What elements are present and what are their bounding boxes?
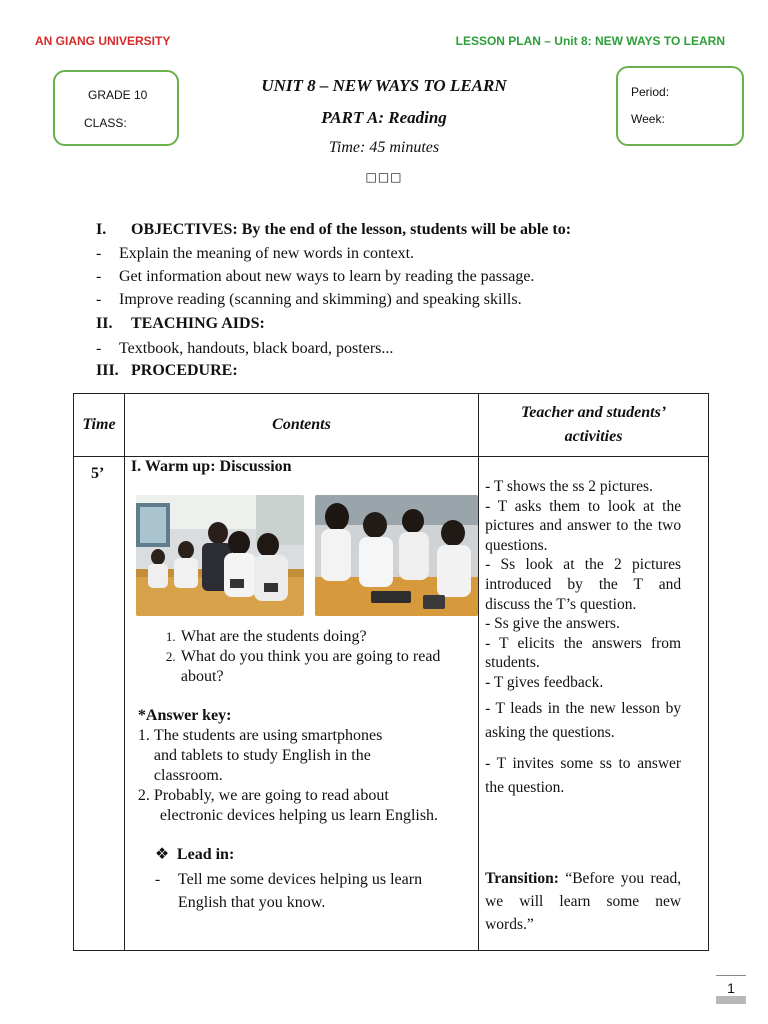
- classroom-photo-1: [136, 495, 304, 616]
- activity-item: - Ss give the answers.: [485, 615, 620, 633]
- contents-column-header: Contents: [124, 394, 478, 457]
- teaching-aids-heading: II. TEACHING AIDS:: [96, 315, 265, 332]
- time-value: 5’: [91, 465, 105, 482]
- grade-label: GRADE 10: [88, 88, 148, 102]
- lead-in-heading: ❖ Lead in:: [154, 844, 235, 863]
- contents-cell: [124, 457, 478, 951]
- question-item: 2. What do you think you are going to read: [165, 648, 441, 665]
- procedure-heading: III. PROCEDURE:: [96, 362, 238, 379]
- time-cell: [74, 457, 125, 951]
- answer-key-label: *Answer key:: [137, 707, 232, 724]
- activity-list: [485, 477, 681, 693]
- header-university: AN GIANG UNIVERSITY: [35, 34, 171, 48]
- objectives-heading: I. OBJECTIVES: By the end of the lesson, students will be able to:: [96, 221, 572, 238]
- classroom-photo-2: [315, 495, 478, 616]
- activity-item: - T asks them to look at the pictures and answer to the two questions.: [485, 497, 682, 554]
- transition-text: Transition: “Before you read, we will learn some new words.”: [485, 870, 682, 933]
- class-label: CLASS:: [84, 116, 127, 130]
- ornament-glyphs: □□□: [365, 170, 403, 184]
- answer-item: 2. Probably, we are going to read about electronic devices helping us learn English.: [137, 787, 439, 824]
- time-column-header: Time: [74, 394, 125, 457]
- objective-item: - Improve reading (scanning and skimming) and speaking skills.: [96, 291, 522, 308]
- page-number: 1: [716, 975, 746, 996]
- objective-item: - Get information about new ways to learn by reading the passage.: [96, 268, 535, 285]
- diamond-bullet-icon: ❖: [154, 844, 170, 863]
- activity-item: - T shows the ss 2 pictures.: [485, 478, 653, 495]
- period-label: Period:: [631, 85, 670, 99]
- answer-item: 1. The students are using smartphones and tablets to study English in the classroom.: [137, 727, 383, 784]
- activity-item: - T gives feedback.: [485, 673, 604, 691]
- time-title: Time: 45 minutes: [328, 139, 440, 156]
- part-title: PART A: Reading: [321, 108, 447, 127]
- procedure-table: [73, 393, 709, 951]
- objective-item: - Explain the meaning of new words in context.: [96, 245, 415, 262]
- lead-in-item: - Tell me some devices helping us learn English that you know.: [154, 871, 423, 911]
- question-item: 1. What are the students doing?: [165, 628, 367, 645]
- activities-column-header: Teacher and students’ activities: [479, 394, 709, 457]
- teaching-aids-item: - Textbook, handouts, black board, posters...: [96, 340, 394, 357]
- transition-label: Transition:: [485, 870, 559, 887]
- activity-item: - T elicits the answers from students.: [485, 634, 682, 672]
- page-number-bar: [716, 996, 746, 1004]
- activities-cell: [479, 457, 709, 951]
- week-label: Week:: [631, 112, 665, 126]
- unit-title: UNIT 8 – NEW WAYS TO LEARN: [261, 76, 507, 95]
- activity-lead-in: - T leads in the new lesson by asking the questions.: [485, 700, 682, 741]
- activity-item: - Ss look at the 2 pictures introduced by the T and discuss the T’s question.: [485, 556, 682, 613]
- warmup-heading: I. Warm up: Discussion: [130, 458, 292, 475]
- activity-invite: - T invites some ss to answer the question.: [485, 755, 682, 796]
- question-item-continued: about?: [180, 668, 224, 685]
- header-lesson-plan: LESSON PLAN – Unit 8: NEW WAYS TO LEARN: [455, 34, 725, 48]
